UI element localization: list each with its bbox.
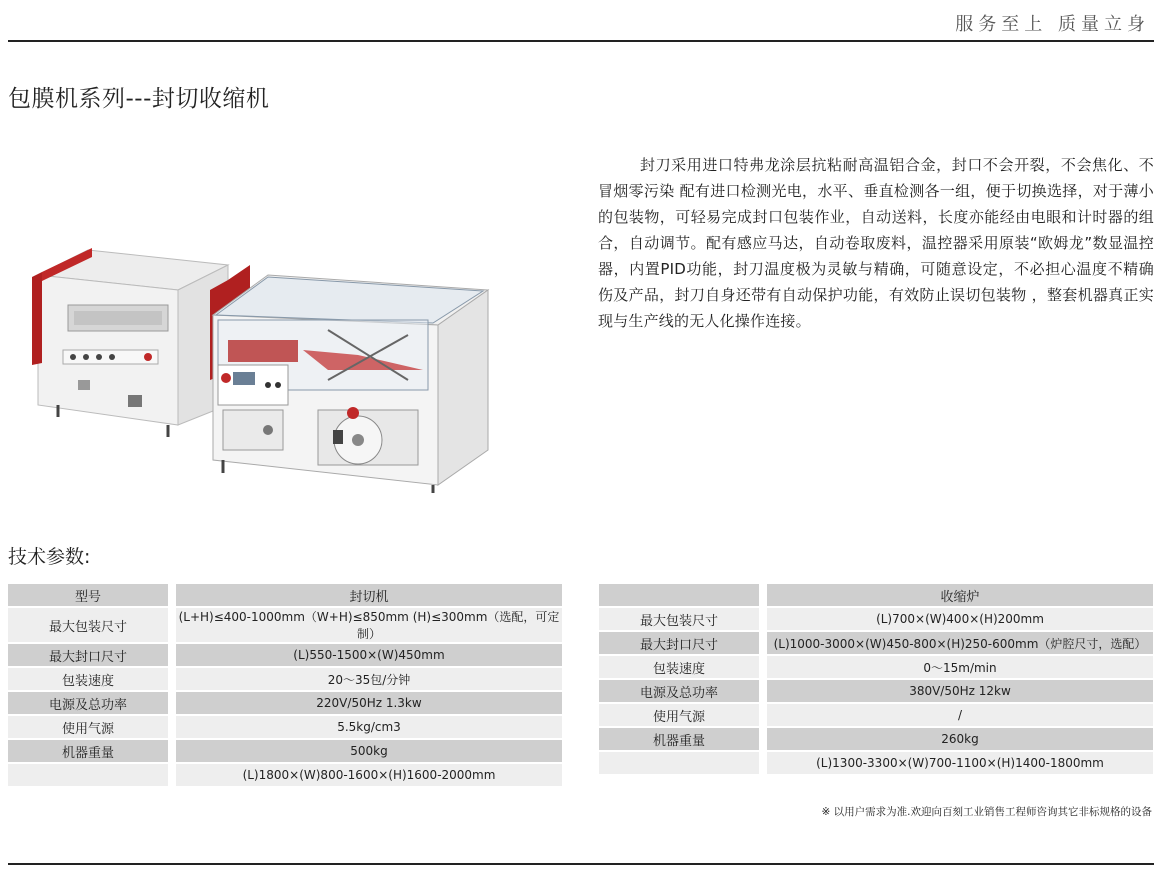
spec-label: 最大包装尺寸 bbox=[8, 608, 168, 642]
table-row bbox=[599, 584, 1153, 606]
spec-value: 500kg bbox=[176, 740, 562, 762]
spec-value: 0～15m/min bbox=[767, 656, 1153, 678]
sealing-machine bbox=[213, 275, 488, 493]
table-row bbox=[8, 692, 562, 714]
spec-label: 电源及总功率 bbox=[8, 692, 168, 714]
spec-value: (L)1800×(W)800-1600×(H)1600-2000mm bbox=[176, 764, 562, 786]
table-row bbox=[8, 764, 562, 786]
spec-label: 包装速度 bbox=[599, 656, 759, 678]
spec-label bbox=[599, 752, 759, 774]
top-divider bbox=[8, 40, 1154, 42]
spec-label: 使用气源 bbox=[8, 716, 168, 738]
footnote: ※ 以用户需求为准.欢迎向百刻工业销售工程师咨询其它非标规格的设备 bbox=[821, 806, 1152, 818]
page-title: 包膜机系列---封切收缩机 bbox=[8, 86, 270, 112]
spec-label: 包装速度 bbox=[8, 668, 168, 690]
spec-label: 使用气源 bbox=[599, 704, 759, 726]
table-row bbox=[599, 752, 1153, 774]
spec-value: / bbox=[767, 704, 1153, 726]
spec-table-sealer bbox=[8, 582, 562, 788]
spec-label: 最大封口尺寸 bbox=[8, 644, 168, 666]
table-row bbox=[8, 668, 562, 690]
table-row bbox=[599, 608, 1153, 630]
spec-value: 380V/50Hz 12kw bbox=[767, 680, 1153, 702]
spec-value: (L)700×(W)400×(H)200mm bbox=[767, 608, 1153, 630]
spec-value: (L)1000-3000×(W)450-800×(H)250-600mm（炉腔尺寸，选配） bbox=[767, 632, 1153, 654]
spec-value: 封切机 bbox=[176, 584, 562, 606]
spec-value: (L+H)≤400-1000mm（W+H)≤850mm (H)≤300mm（选配，可定制） bbox=[176, 608, 562, 642]
spec-label: 最大包装尺寸 bbox=[599, 608, 759, 630]
table-row bbox=[599, 680, 1153, 702]
table-row bbox=[8, 716, 562, 738]
spec-value: (L)550-1500×(W)450mm bbox=[176, 644, 562, 666]
table-row bbox=[8, 608, 562, 642]
bottom-divider bbox=[8, 863, 1154, 865]
spec-table-shrink-tunnel bbox=[599, 582, 1153, 776]
spec-heading: 技术参数: bbox=[8, 546, 91, 568]
spec-label: 型号 bbox=[8, 584, 168, 606]
spec-value: 20～35包/分钟 bbox=[176, 668, 562, 690]
table-row bbox=[599, 728, 1153, 750]
spec-label: 机器重量 bbox=[599, 728, 759, 750]
table-row bbox=[599, 656, 1153, 678]
table-row bbox=[599, 704, 1153, 726]
spec-label: 电源及总功率 bbox=[599, 680, 759, 702]
table-row bbox=[599, 632, 1153, 654]
spec-value: 260kg bbox=[767, 728, 1153, 750]
spec-value: 收缩炉 bbox=[767, 584, 1153, 606]
header-slogan: 服务至上 质量立身 bbox=[955, 14, 1150, 35]
table-row bbox=[8, 740, 562, 762]
table-row bbox=[8, 584, 562, 606]
spec-value: 5.5kg/cm3 bbox=[176, 716, 562, 738]
product-description: 封刀采用进口特弗龙涂层抗粘耐高温铝合金，封口不会开裂，不会焦化、不冒烟零污染 配有进口检测光电，水平、垂直检测各一组，便于切换选择，对于薄小的包装物，可轻易完成封口包装作业，自动送料，长度亦能经由电眼和计时器的组合，自动调节。配有感应马达，自动卷取废料，温控器采用原装“欧姆龙”数显温控器，内置PID功能，封刀温度极为灵敏与精确，可随意设定，不必担心温度不精确伤及产品，封刀自身还带有自动保护功能，有效防止误切包装物 ，整套机器真正实现与生产线的无人化操作连接。 bbox=[598, 156, 1154, 330]
shrink-tunnel bbox=[32, 248, 228, 437]
spec-label: 机器重量 bbox=[8, 740, 168, 762]
spec-label: 最大封口尺寸 bbox=[599, 632, 759, 654]
table-row bbox=[8, 644, 562, 666]
shrink-wrap-machine-image bbox=[28, 245, 493, 495]
spec-value: 220V/50Hz 1.3kw bbox=[176, 692, 562, 714]
spec-label bbox=[599, 584, 759, 606]
spec-label bbox=[8, 764, 168, 786]
spec-value: (L)1300-3300×(W)700-1100×(H)1400-1800mm bbox=[767, 752, 1153, 774]
